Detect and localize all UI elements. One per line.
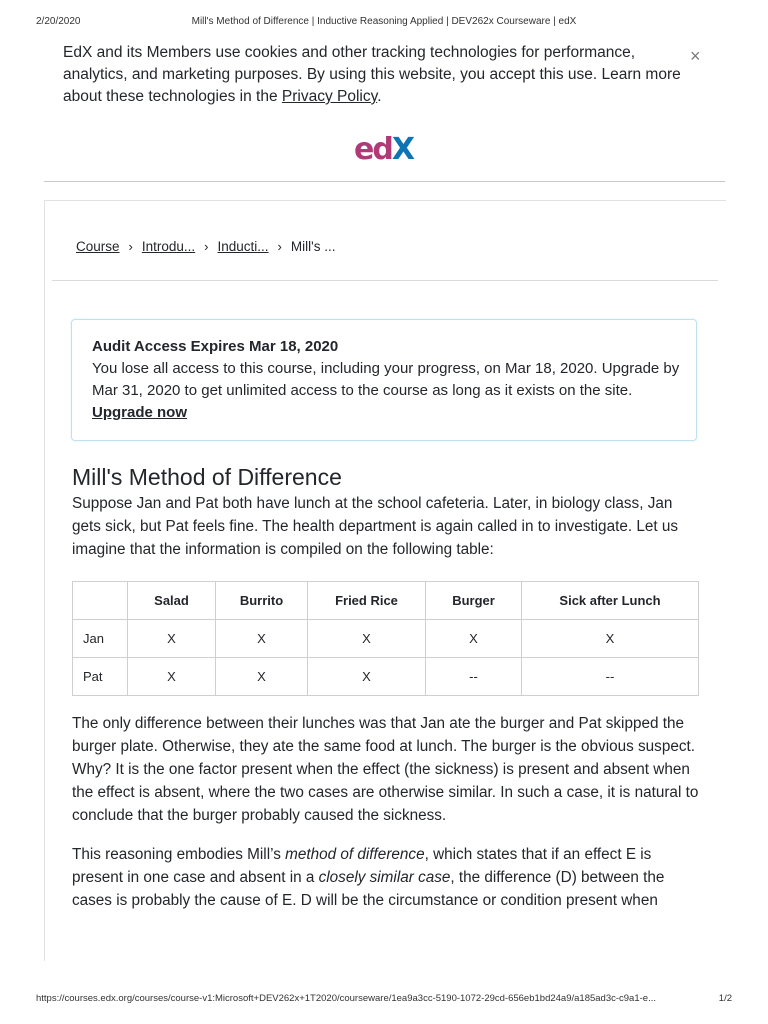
table-header-cell: Burger bbox=[426, 582, 522, 620]
method-paragraph bbox=[72, 843, 700, 912]
audit-access-alert bbox=[71, 319, 697, 441]
edx-logo[interactable] bbox=[354, 132, 413, 168]
table-cell: X bbox=[308, 620, 426, 658]
table-cell: X bbox=[128, 620, 216, 658]
intro-paragraph: Suppose Jan and Pat both have lunch at the school cafeteria. Later, in biology class, Jan gets sick, but Pat feels fine. The health department is again called in to investigate. Let us imagine that the information is compiled on the following table: bbox=[72, 495, 679, 558]
cookie-text: EdX and its Members use cookies and other tracking technologies for performance, analytics, and marketing purposes. By using this website, you accept this use. Learn more about these technologies in the bbox=[63, 44, 681, 105]
logo-x: X bbox=[391, 132, 413, 167]
unit-content bbox=[72, 462, 700, 912]
close-icon[interactable]: × bbox=[690, 46, 701, 66]
cookie-text-end: . bbox=[377, 88, 382, 105]
print-footer bbox=[36, 993, 732, 1004]
method-text: , the difference (D) between the cases is probably the cause of E. D will be the circumstance or condition present when bbox=[72, 869, 665, 909]
print-title: Mill's Method of Difference | Inductive Reasoning Applied | DEV262x Courseware | edX bbox=[191, 16, 577, 27]
breadcrumb-divider bbox=[52, 280, 718, 281]
method-term: closely similar case bbox=[318, 869, 451, 886]
table-cell: X bbox=[426, 620, 522, 658]
table-row bbox=[73, 620, 699, 658]
breadcrumb-course[interactable]: Course bbox=[76, 239, 120, 254]
table-cell: X bbox=[128, 658, 216, 696]
breadcrumb-current: Mill's ... bbox=[290, 239, 336, 254]
logo-e: e bbox=[354, 132, 373, 167]
table-cell: X bbox=[308, 658, 426, 696]
chevron-right-icon: › bbox=[204, 239, 209, 254]
table-cell: X bbox=[522, 620, 699, 658]
table-row bbox=[73, 658, 699, 696]
alert-body bbox=[92, 358, 696, 424]
breadcrumb-section[interactable]: Introdu... bbox=[141, 239, 196, 254]
explanation-paragraph: The only difference between their lunches was that Jan ate the burger and Pat skipped the burger plate. Otherwise, they ate the same food at lunch. The burger is the obvious suspect. Why? It is the one factor present when the effect (the sickness) is present and absent when the effect is absent, where the two cases are otherwise similar. In such a case, it is natural to conclude that the burger probably caused the sickness. bbox=[72, 715, 699, 824]
chevron-right-icon: › bbox=[277, 239, 282, 254]
method-term: method of difference bbox=[285, 846, 425, 863]
table-cell: Pat bbox=[73, 658, 128, 696]
logo-d: d bbox=[372, 132, 392, 167]
table-cell: X bbox=[216, 658, 308, 696]
print-header bbox=[36, 16, 732, 27]
table-header-cell: Burrito bbox=[216, 582, 308, 620]
table-cell: -- bbox=[426, 658, 522, 696]
print-page-number: 1/2 bbox=[718, 993, 732, 1004]
table-header-cell bbox=[73, 582, 128, 620]
alert-text: You lose all access to this course, including your progress, on Mar 18, 2020. Upgrade by Mar 31, 2020 to get unlimited access to the course as long as it exists on the site. bbox=[92, 360, 680, 399]
cookie-banner bbox=[63, 42, 703, 108]
table-cell: -- bbox=[522, 658, 699, 696]
method-text: This reasoning embodies Mill’s bbox=[72, 846, 286, 863]
table-cell: Jan bbox=[73, 620, 128, 658]
method-text: , which states that if an effect E is present in one case and absent in a bbox=[72, 846, 652, 886]
lunch-table bbox=[72, 581, 699, 696]
breadcrumb-subsection[interactable]: Inducti... bbox=[217, 239, 269, 254]
chevron-right-icon: › bbox=[128, 239, 133, 254]
table-header-cell: Salad bbox=[128, 582, 216, 620]
header-divider bbox=[44, 181, 725, 182]
print-url: https://courses.edx.org/courses/course-v1:Microsoft+DEV262x+1T2020/courseware/1ea9a3cc-5190-1072-29cd-656eb1bd24a9/a185ad3c-c9a1-e... bbox=[36, 993, 656, 1004]
upgrade-now-link[interactable]: Upgrade now bbox=[92, 404, 188, 421]
page-title: Mill's Method of Difference bbox=[72, 464, 342, 490]
alert-title: Audit Access Expires Mar 18, 2020 bbox=[92, 338, 339, 355]
table-header-cell: Fried Rice bbox=[308, 582, 426, 620]
table-cell: X bbox=[216, 620, 308, 658]
table-header-cell: Sick after Lunch bbox=[522, 582, 699, 620]
print-date: 2/20/2020 bbox=[36, 16, 81, 27]
breadcrumb bbox=[76, 239, 335, 254]
privacy-policy-link[interactable]: Privacy Policy bbox=[281, 88, 378, 105]
table-header-row bbox=[73, 582, 699, 620]
